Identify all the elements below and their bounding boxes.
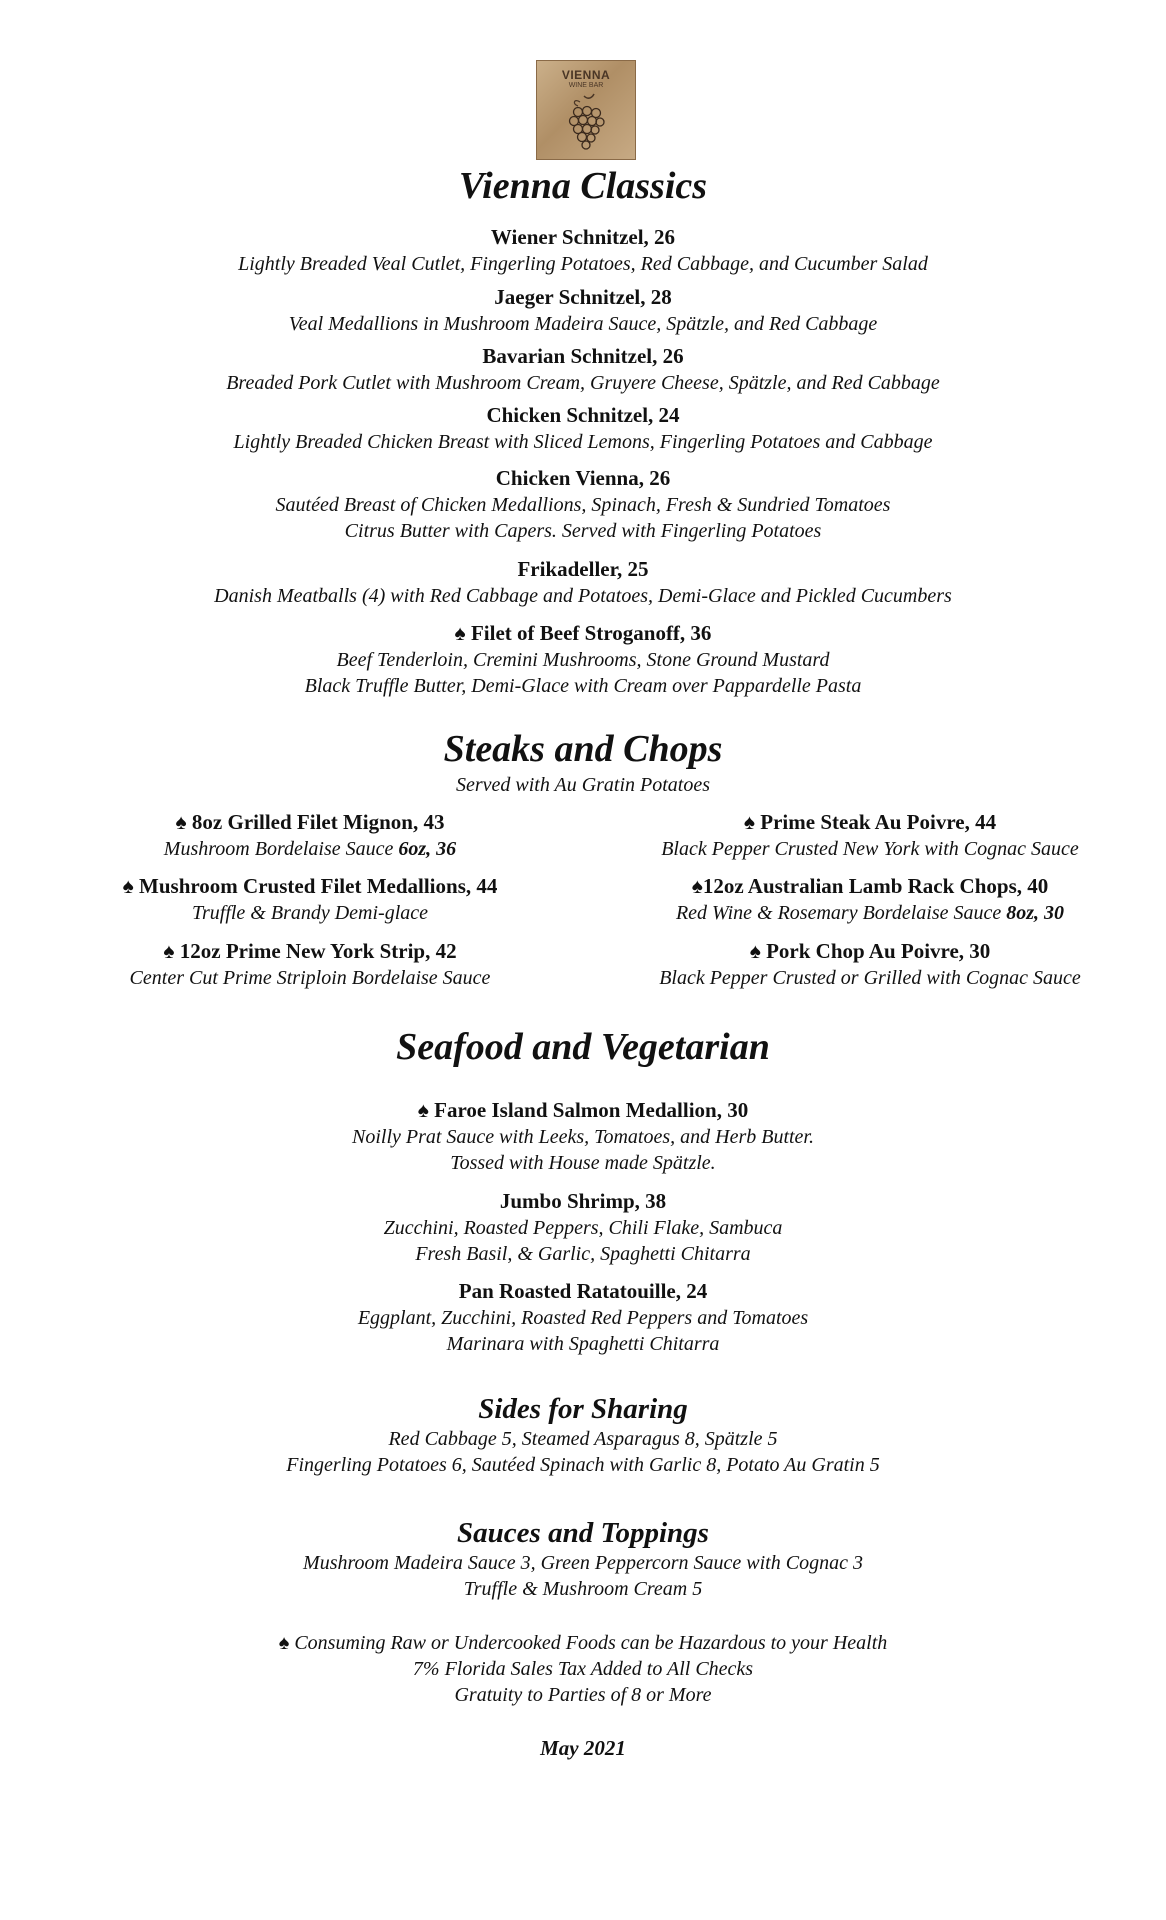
item-desc: Citrus Butter with Capers. Served with Fingerling Potatoes	[344, 520, 822, 542]
menu-item	[0, 465, 1166, 544]
item-name: ♠ Mushroom Crusted Filet Medallions, 44	[122, 874, 498, 898]
item-name: ♠ 8oz Grilled Filet Mignon, 43	[175, 810, 445, 834]
menu-item	[0, 284, 1166, 337]
section-title-seafood-and-vegetarian: Seafood and Vegetarian	[396, 1026, 770, 1068]
menu-item	[600, 938, 1140, 991]
menu-item	[0, 343, 1166, 396]
item-desc: Black Pepper Crusted New York with Cognac Sauce	[661, 838, 1079, 860]
item-name: Wiener Schnitzel, 26	[490, 225, 676, 249]
menu-item	[0, 1278, 1166, 1357]
menu-item	[60, 938, 560, 991]
sides-line: Red Cabbage 5, Steamed Asparagus 8, Spätzle 5	[388, 1428, 778, 1450]
item-name: ♠ Prime Steak Au Poivre, 44	[743, 810, 997, 834]
section-title-sides: Sides for Sharing	[478, 1393, 688, 1425]
menu-item	[0, 1188, 1166, 1267]
sides-line: Fingerling Potatoes 6, Sautéed Spinach with Garlic 8, Potato Au Gratin 5	[286, 1454, 880, 1476]
item-name: Pan Roasted Ratatouille, 24	[458, 1279, 708, 1303]
menu-item	[60, 873, 560, 926]
menu-item	[60, 809, 560, 862]
item-name: ♠ Pork Chop Au Poivre, 30	[749, 939, 991, 963]
item-desc: Mushroom Bordelaise Sauce 6oz, 36	[163, 838, 457, 860]
menu-item	[600, 809, 1140, 862]
logo-word: VIENNA	[561, 68, 611, 82]
footer-line: Gratuity to Parties of 8 or More	[454, 1684, 712, 1706]
item-desc: Fresh Basil, & Garlic, Spaghetti Chitarra	[415, 1243, 751, 1265]
menu-item	[0, 620, 1166, 699]
menu-item	[0, 556, 1166, 609]
item-desc: Breaded Pork Cutlet with Mushroom Cream, Gruyere Cheese, Spätzle, and Red Cabbage	[226, 372, 940, 394]
sides-list	[0, 1426, 1166, 1478]
section-title-steaks-and-chops: Steaks and Chops	[443, 728, 723, 770]
item-name: Frikadeller, 25	[517, 557, 649, 581]
restaurant-logo	[536, 60, 636, 160]
item-desc: Danish Meatballs (4) with Red Cabbage and Potatoes, Demi-Glace and Pickled Cucumbers	[214, 585, 952, 607]
section-title-sauces: Sauces and Toppings	[457, 1517, 709, 1549]
item-name: Jaeger Schnitzel, 28	[494, 285, 672, 309]
menu-date: May 2021	[540, 1736, 626, 1760]
item-desc: Beef Tenderloin, Cremini Mushrooms, Stone Ground Mustard	[336, 649, 830, 671]
item-name: ♠ Filet of Beef Stroganoff, 36	[454, 621, 712, 645]
sauces-list	[0, 1550, 1166, 1602]
menu-item	[0, 224, 1166, 277]
item-name: ♠ Faroe Island Salmon Medallion, 30	[417, 1098, 749, 1122]
grape-cluster-icon	[564, 92, 608, 152]
item-name: ♠ 12oz Prime New York Strip, 42	[163, 939, 457, 963]
item-name: Jumbo Shrimp, 38	[499, 1189, 667, 1213]
menu-item	[0, 1097, 1166, 1176]
item-desc: Lightly Breaded Veal Cutlet, Fingerling Potatoes, Red Cabbage, and Cucumber Salad	[238, 253, 928, 275]
item-desc: Lightly Breaded Chicken Breast with Sliced Lemons, Fingerling Potatoes and Cabbage	[233, 431, 933, 453]
item-desc: Black Pepper Crusted or Grilled with Cognac Sauce	[659, 967, 1081, 989]
footer-line: ♠ Consuming Raw or Undercooked Foods can be Hazardous to your Health	[278, 1632, 888, 1654]
item-desc: Veal Medallions in Mushroom Madeira Sauce, Spätzle, and Red Cabbage	[288, 313, 878, 335]
logo-subtitle: WINE BAR	[568, 82, 604, 89]
menu-item	[0, 402, 1166, 455]
item-desc: Zucchini, Roasted Peppers, Chili Flake, Sambuca	[383, 1217, 783, 1239]
item-desc: Sautéed Breast of Chicken Medallions, Spinach, Fresh & Sundried Tomatoes	[275, 494, 891, 516]
item-name: Chicken Vienna, 26	[495, 466, 671, 490]
item-desc: Center Cut Prime Striploin Bordelaise Sauce	[129, 967, 491, 989]
item-name: ♠12oz Australian Lamb Rack Chops, 40	[691, 874, 1049, 898]
item-desc: Tossed with House made Spätzle.	[450, 1152, 716, 1174]
footer-line: 7% Florida Sales Tax Added to All Checks	[412, 1658, 754, 1680]
item-name: Bavarian Schnitzel, 26	[482, 344, 684, 368]
item-desc: Truffle & Brandy Demi-glace	[191, 902, 429, 924]
sauces-line: Mushroom Madeira Sauce 3, Green Peppercorn Sauce with Cognac 3	[303, 1552, 863, 1574]
item-name: Chicken Schnitzel, 24	[486, 403, 680, 427]
section-title-vienna-classics: Vienna Classics	[458, 165, 708, 207]
item-desc: Noilly Prat Sauce with Leeks, Tomatoes, and Herb Butter.	[351, 1126, 814, 1148]
footer-notes	[0, 1630, 1166, 1708]
sauces-line: Truffle & Mushroom Cream 5	[463, 1578, 703, 1600]
item-desc: Eggplant, Zucchini, Roasted Red Peppers and Tomatoes	[357, 1307, 809, 1329]
item-desc: Marinara with Spaghetti Chitarra	[446, 1333, 720, 1355]
menu-item	[600, 873, 1140, 926]
item-desc: Red Wine & Rosemary Bordelaise Sauce 8oz, 30	[675, 902, 1065, 924]
steaks-serve-note: Served with Au Gratin Potatoes	[455, 774, 711, 796]
item-desc: Black Truffle Butter, Demi-Glace with Cream over Pappardelle Pasta	[304, 675, 862, 697]
